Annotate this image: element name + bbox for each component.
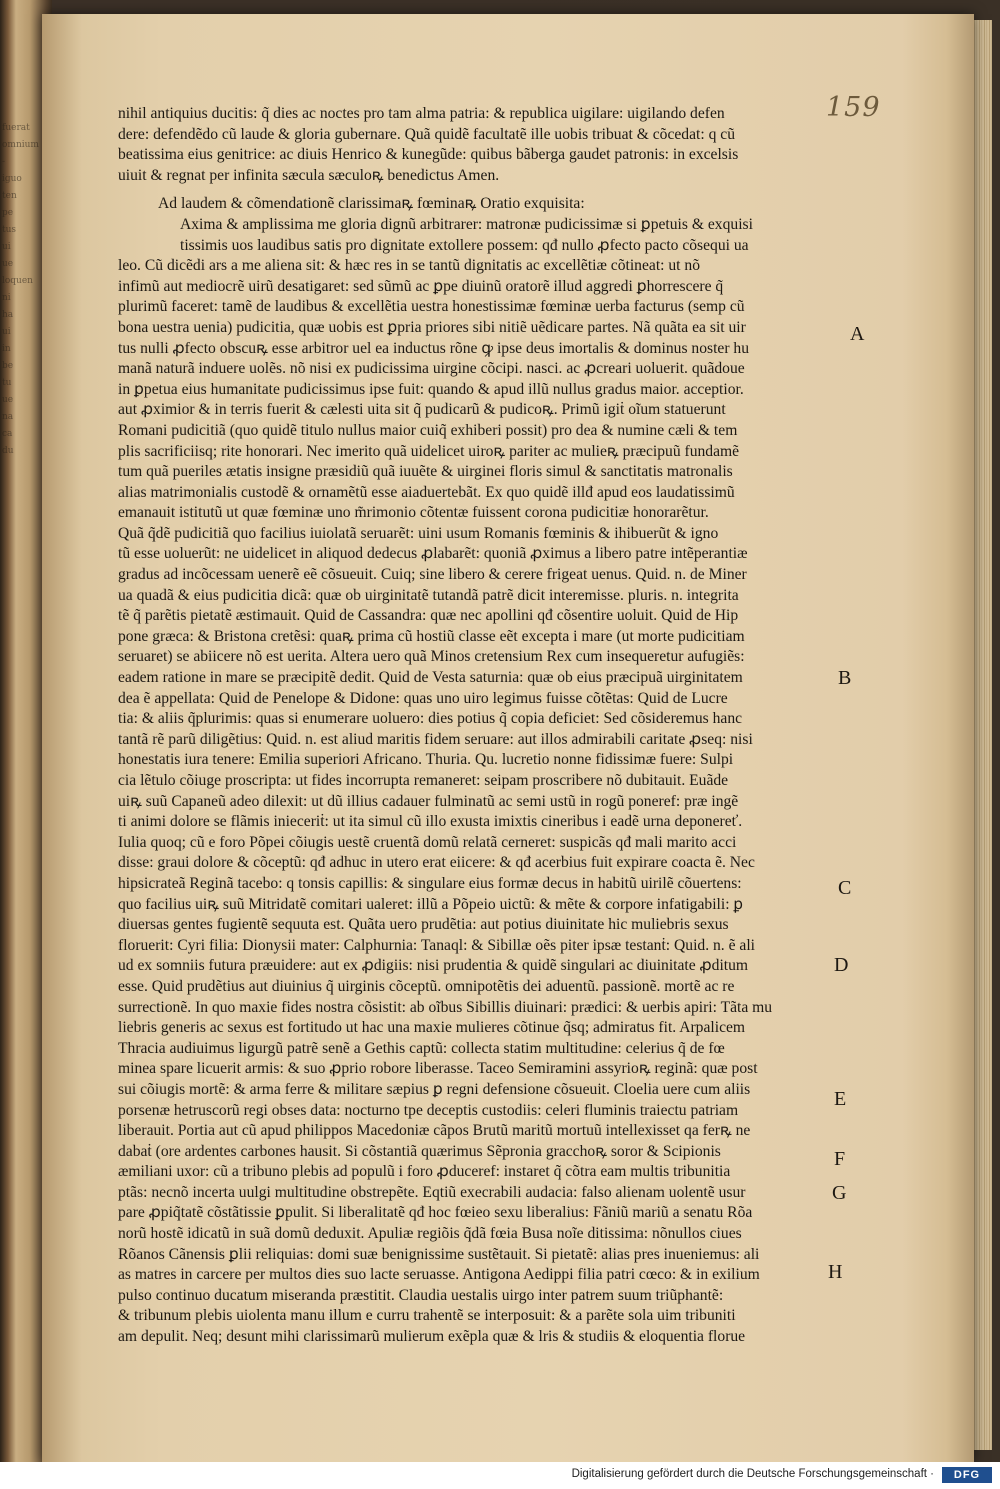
text-line: dere: defendẽdo cũ laude & gloria gubernare. Quã quidẽ facultatẽ ille uobis tribuat & cõcedat: q cũ	[118, 125, 736, 143]
text-line: infimũ aut mediocrẽ uirũ desatigaret: sed sũmũ ac ꝑpe diuinũ oratorẽ illud aggredi ꝑhorrescere q̃	[118, 277, 724, 295]
footer-bar	[0, 1462, 1000, 1489]
text-line: tus nulli ꝓfecto obscuꝶ esse arbitror uel ea inductus rõne ꝙ ipse deus imortalis & dominus noster hu	[118, 339, 750, 357]
text-line: uiꝶ suũ Capaneũ adeo dilexit: ut dũ illius cadauer fulminatũ ac semi ustũ in rogũ poneref: præ ingẽ	[118, 792, 739, 810]
text-line: minea spare licuerit armis: & suo ꝓprio robore liberasse. Taceo Semiramini assyrioꝶ reginã: quæ post	[118, 1060, 758, 1078]
text-line	[118, 1348, 840, 1369]
text-line: liebris generis ac sexus est fortitudo ut hac una maxie mulieres cõtinue q̃sq; admiratus fit. Arpalicem	[118, 1019, 746, 1037]
text-line: Romani pudicitiã (quo quidẽ titulo nullus maior cuiq̃ exhiberi possit) pro dea & numine cæli & tem	[118, 421, 738, 439]
text-line: alias matrimonialis custodẽ & ornamẽtũ esse aiaduertebãt. Ex quo quidẽ illđ apud eos laudatissimũ	[118, 483, 735, 501]
text-line: Iulia quoq; cũ e foro Põpei cõiugis uestẽ cruentã domũ relatã cerneret: suspicãs qđ mali marito acci	[118, 833, 737, 851]
footer-credit: Digitalisierung gefördert durch die Deutsche Forschungsgemeinschaft ·	[571, 1468, 934, 1480]
text-line: seruaret) se abiicere nõ est uerita. Altera uero quã Minos cretensium Rex cum insequeretur aufugiẽs:	[118, 648, 745, 666]
text-line: aut ꝓximior & in terris fuerit & cælesti uita sit q̃ pudicarũ & pudicoꝶ. Primũ igiṫ oĩum statuerunt	[118, 401, 726, 419]
text-line: plis sacrificiisq; rite honorari. Nec imerito quã uidelicet uiroꝶ pariter ac mulieꝶ præcipuũ fundamẽ	[118, 442, 740, 460]
text-line: tũ esse uoluerũt: ne uidelicet in aliquod dedecus ꝓlabarẽt: quoniã ꝓximus a libero patre intẽperantiæ	[118, 545, 748, 563]
margin-letter-d: D	[834, 954, 849, 976]
text-line: esse. Quid prudẽtius aut diuinius q̃ uirginis cõceptũ. omnipotẽtis dei aduentũ. passionẽ. mortẽ ac re	[118, 977, 735, 995]
text-line: tum quã pueriles ætatis insigne præsidiũ quã iuuẽte & uirginei floris simul & sanctitatis matronalis	[118, 463, 733, 481]
text-line: quo facilius uiꝶ suũ Mitridatẽ comitari ualeret: illũ a Põpeio uictũ: & mẽte & corpore infatigabili: ꝑ	[118, 895, 744, 913]
margin-letter-a: A	[850, 323, 865, 345]
text-line: tẽ q̃ parẽtis pietatẽ æstimauit. Quid de Cassandra: quæ nec apollini qđ cõsentire uoluit. Quid de Hip	[118, 607, 739, 625]
text-line: ti animi dolore se flãmis inieceriṫ: ut ita simul cũ illo exusta imixtis cineribus i eadẽ urna deponereť.	[118, 813, 743, 831]
folio-number: 159	[826, 92, 881, 123]
text-line: liberauit. Portia aut cũ apud philippos Macedoniæ cãpos Brutũ maritũ mortuũ intellexisset qa ferꝶ ne	[118, 1122, 751, 1140]
margin-letter-g: G	[832, 1182, 847, 1204]
text-line: ua quadã & eius pudicitia dicã: quæ ob uirginitatẽ tutandã patrẽ dicit interemisse. pluris. n. integrita	[118, 586, 739, 604]
margin-letter-b: B	[838, 667, 852, 689]
text-line: in ꝑpetua eius humanitate pudicissimus ipse fuit: quando & apud illũ nullus gradus maior. acceptior.	[118, 380, 744, 398]
text-line: floruerit: Cyri filia: Dionysii mater: Calphurnia: Tanaql: & Sibillæ oẽs piter ipsæ testanṫ: Quid. n. ẽ ali	[118, 936, 756, 954]
text-line: Thracia audiuimus ligurgũ patrẽ senẽ a Gethis captũ: collecta statim multitudine: celerius q̃ de fœ	[118, 1039, 725, 1057]
margin-letter-f: F	[834, 1148, 846, 1170]
text-line: pone græca: & Bristona cretẽsi: quaꝶ prima cũ hostiũ classe eẽt excepta i mare (ut morte pudicitiam	[118, 627, 745, 645]
text-line: sui cõiugis mortẽ: & arma ferre & militare sæpius ꝑ regni defensione cõsueuit. Cloelia uere cum aliis	[118, 1080, 751, 1098]
text-line: tia: & aliis q̃plurimis: quas si enumerare uoluero: dies potius q̃ copia deficiet: Sed cõsideremus hanc	[118, 710, 743, 728]
text-line: dabaṫ (ore ardentes carbones hausit. Si cõstantiã quærimus Sẽpronia gracchoꝶ soror & Scipionis	[118, 1142, 721, 1160]
facing-page-text: fuerat omnium - iguo ten pe tus ui ue loquen ni ha ui in be tu ue na ca du	[2, 123, 39, 456]
text-line: as matres in carcere per multos dies suo lacte seruasse. Antigona Aedippi filia patri cœco: & in exilium	[118, 1266, 760, 1284]
text-line: Quã q̃dẽ pudicitiã quo facilius iuiolatã seruarẽt: uini usum Romanis fœminis & ihibuerũt & igno	[118, 524, 719, 542]
text-line: cia lẽtulo cõiuge proscripta: ut fides incorrupta remaneret: seipam proscribere nõ dubitauit. Euãde	[118, 772, 729, 789]
text-line: norũ hostẽ idicatũ in suã domũ deduxit. Apuliæ regiõis q̃dã fœia Busa noĩe ditissima: nõnullos ciues	[118, 1225, 742, 1243]
text-line: Rõanos Cãnensis ꝑlii reliquias: domi suæ benignissime sustẽtauit. Si pietatẽ: alias pres inueniemus: ali	[118, 1245, 760, 1263]
text-line: gradus ad incõcessam uenerẽ eẽ cõsueuit. Cuiq; sine libero & cerere frigeat uenus. Quid. n. de Miner	[118, 566, 747, 584]
text-line: plurimũ faceret: tamẽ de laudibus & excellẽtia uestra honestissimæ fœminæ uerba facturus (semp cũ	[118, 298, 745, 316]
text-line: disse: graui dolore & cõceptũ: qđ adhuc in utero erat eiicere: & qđ acerbius fuit expirare coacta ẽ. Nec	[118, 854, 755, 872]
text-line: & tribunum plebis uiolenta manu illum e curru trahentẽ se interposuit: & a parẽte sola uim tribuniti	[118, 1307, 736, 1325]
text-line: tantã rẽ parũ diligẽtius: Quid. n. est aliud maritis fidem seruare: aut illos admirabili caritate ꝓseq: nisi	[118, 730, 753, 748]
text-line: tissimis uos laudibus satis pro dignitate extollere possem: qđ nullo ꝓfecto pacto cõsequi ua	[180, 236, 749, 254]
text-line: am depulit. Neq; desunt mihi clarissimarũ mulierum exẽpla quæ & lris & studiis & eloquentia florue	[118, 1328, 746, 1346]
text-line: bona uestra uenia) pudicitia, quæ uobis est ꝑpria priores sibi nitiẽ uẽdicare partes. Nã quãta ea sit uir	[118, 318, 746, 336]
text-line: hipsicrateã Reginã tacebo: q tonsis capillis: & singulare eius formæ decus in habitũ uirilẽ cõuertens:	[118, 874, 742, 892]
text-line: ud ex somniis futura præuidere: aut ex ꝓdigiis: nisi prudentia & quidẽ singulari ac diuinitate ꝓditum	[118, 957, 749, 975]
text-line	[118, 1368, 840, 1389]
text-line: porsenæ hetruscorũ regi obses data: nocturno tpe deceptis custodiis: celeri fluminis traiectu patriam	[118, 1101, 739, 1119]
text-line: emanauit istitutũ ut quæ fœminæ uno m̃rimonio cõtentæ fuissent corona pudicitiæ honorarẽtur.	[118, 504, 709, 522]
text-line: nihil antiquius ducitis: q̃ dies ac noctes pro tam alma patria: & republica uigilare: uigilando defen	[118, 105, 725, 122]
text-line: manã naturã induere uolẽs. nõ nisi ex pudicissima uirgine cõcipi. nasci. ac ꝓcreari uoluerit. quãdoue	[118, 360, 745, 378]
text-line: uiuit & regnat per infinita sæcula sæculoꝶ benedictus Amen.	[118, 166, 500, 184]
text-line: diuersas gentes fugientẽ sequuta est. Quãta uero prudẽtia: aut potius diuinitate hic muliebris sexus	[118, 916, 729, 934]
text-line: surrectionẽ. In quo maxie fides nostra cõsistit: ab oĩbus Sibillis diuinari: prædici: & uerbis apiri: Tãta mu	[118, 998, 773, 1016]
text-line: æmiliani uxor: cũ a tribuno plebis ad populũ i foro ꝓduceref: instaret q̃ cõtra eam multis tribunitia	[118, 1163, 731, 1181]
text-line: leo. Cũ dicẽdi ars a me aliena sit: & hæc res in se tantũ dignitatis ac excellẽtiæ cõtineat: ut nõ	[118, 257, 701, 275]
oration-heading: Ad laudem & cõmendationẽ clarissimaꝶ fœminaꝶ Oratio exquisita:	[158, 195, 585, 213]
main-text	[118, 104, 843, 1389]
text-line: beatissima eius genitrice: ac diuis Henrico & kunegũde: quibus bãberga gaudet patronis: in excelsis	[118, 146, 739, 164]
text-line: ptãs: necnõ incerta uulgi multitudine obstrepẽte. Eqtiũ execrabili audacia: falso alienam uolentẽ usur	[118, 1183, 746, 1201]
text-line: Axima & amplissima me gloria dignũ arbitrarer: matronæ pudicissimæ si ꝑpetuis & exquisi	[180, 215, 753, 233]
margin-letter-e: E	[834, 1088, 847, 1110]
margin-letter-c: C	[838, 877, 852, 899]
dfg-logo: DFG	[942, 1467, 992, 1483]
text-line: honestatis iura tenere: Emilia superiori Africano. Thuria. Qu. lucretio nonne fidissimæ fuere: Sulpi	[118, 751, 734, 769]
text-line: pulso continuo ducatum miseranda præstitit. Claudia uestalis uirgo inter patrem suum triũphantẽ:	[118, 1286, 724, 1304]
margin-letter-h: H	[828, 1261, 843, 1283]
text-line: pare ꝓpiq̃tatẽ cõstãtissie ꝑpulit. Si liberalitatẽ qđ hoc fœieo sexu liberalius: Fãniũ mariũ a senatu Rõa	[118, 1204, 753, 1222]
text-line: eadem ratione in mare se præcipitẽ dedit. Quid de Vesta saturnia: quæ ob eius præcipuã uirginitatem	[118, 669, 743, 687]
text-line: dea ẽ appellata: Quid de Penelope & Didone: quas uno uiro legimus fuisse cõtẽtas: Quid de Lucre	[118, 689, 728, 707]
